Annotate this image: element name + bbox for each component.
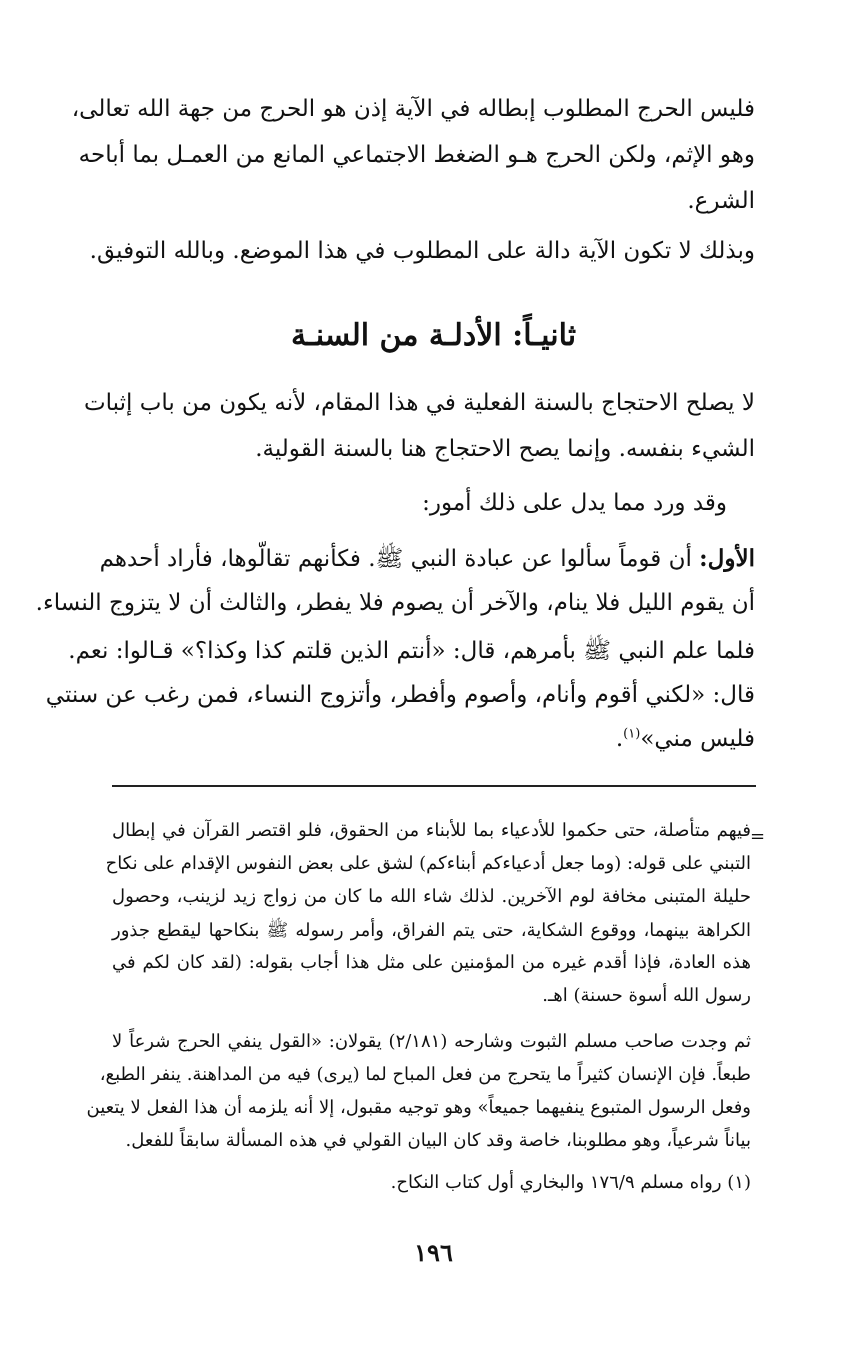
footnote-line-10: بياناً شرعياً، وهو مطلوبنا، خاصة وقد كان البيان القولي في هذه المسألة سابقاً للفعل.	[125, 1130, 751, 1151]
page-number: ١٩٦	[414, 1238, 453, 1267]
footnote-line-7: ثم وجدت صاحب مسلم الثبوت وشارحه (٢/١٨١) يقولان: «القول ينفي الحرج شرعاً لا	[112, 1031, 751, 1052]
footnote-line-8: طبعاً. فإن الإنسان كثيراً ما يتحرج من فعل المباح لما (يرى) فيه من المداهنة. ينفر الطبع،	[99, 1064, 751, 1085]
paragraph-1-line-1: فليس الحرج المطلوب إبطاله في الآية إذن هو الحرج من جهة الله تعالى،	[71, 96, 755, 122]
paragraph-5-line-2: أن يقوم الليل فلا ينام، والآخر أن يصوم فلا يفطر، والثالث أن لا يتزوج النساء.	[35, 590, 755, 616]
paragraph-5-line-1-text: أن قوماً سألوا عن عبادة النبي ﷺ. فكأنهم تقالّوها، فأراد أحدهم	[99, 546, 692, 572]
footnote-reference: (١)	[623, 726, 641, 742]
footnote-continuation-mark: =	[750, 826, 766, 847]
paragraph-5-lead: الأول:	[699, 545, 755, 572]
paragraph-5-line-3: فلما علم النبي ﷺ بأمرهم، قال: «أنتم الذين قلتم كذا وكذا؟» قـالوا: نعم.	[68, 638, 755, 664]
footnote-separator	[112, 785, 756, 787]
paragraph-5-line-5-text: فليس مني»	[640, 726, 755, 752]
paragraph-4: وقد ورد مما يدل على ذلك أمور:	[422, 490, 727, 516]
footnote-line-5: هذه العادة، فإذا أقدم غيره من المؤمنين على مثل هذا أجاب بقوله: (لقد كان لكم في	[112, 952, 751, 973]
paragraph-2: وبذلك لا تكون الآية دالة على المطلوب في هذا الموضع. وبالله التوفيق.	[89, 238, 755, 264]
paragraph-5-line-5	[616, 726, 755, 752]
paragraph-5-line-1	[99, 544, 755, 578]
paragraph-5-end: .	[615, 726, 624, 752]
paragraph-3-line-1: لا يصلح الاحتجاج بالسنة الفعلية في هذا المقام، لأنه يكون من باب إثبات	[83, 390, 755, 416]
section-heading: ثانيـاً: الأدلـة من السنـة	[290, 318, 577, 353]
paragraph-1-line-3: الشرع.	[687, 188, 755, 214]
footnote-line-3: حليلة المتبنى مخافة لوم الآخرين. لذلك شاء الله ما كان من زواج زيد لزينب، وحصول	[112, 886, 751, 907]
paragraph-1-line-2: وهو الإثم، ولكن الحرج هـو الضغط الاجتماعي المانع من العمـل بما أباحه	[78, 142, 755, 168]
footnote-line-4: الكراهة بينهما، ووقوع الشكاية، حتى يتم الفراق، وأمر رسوله ﷺ بنكاحها ليقطع جذور	[112, 920, 751, 941]
footnote-1: (١) رواه مسلم ١٧٦/٩ والبخاري أول كتاب النكاح.	[390, 1172, 751, 1193]
footnote-line-2: التبني على قوله: (وما جعل أدعياءكم أبناءكم) لشق على بعض النفوس الإقدام على نكاح	[105, 853, 751, 874]
footnote-line-6: رسول الله أسوة حسنة) اهـ.	[542, 985, 751, 1006]
footnote-line-1: فيهم متأصلة، حتى حكموا للأدعياء بما للأبناء من الحقوق، فلو اقتصر القرآن في إبطال	[112, 820, 751, 841]
footnote-line-9: وفعل الرسول المتبوع ينفيهما جميعاً» وهو توجيه مقبول، إلا أنه يلزمه أن هذا الفعل لا يتعين	[86, 1097, 751, 1118]
paragraph-3-line-2: الشيء بنفسه. وإنما يصح الاحتجاج هنا بالسنة القولية.	[255, 436, 755, 462]
paragraph-5-line-4: قال: «لكني أقوم وأنام، وأصوم وأفطر، وأتزوج النساء، فمن رغب عن سنتي	[45, 682, 755, 708]
